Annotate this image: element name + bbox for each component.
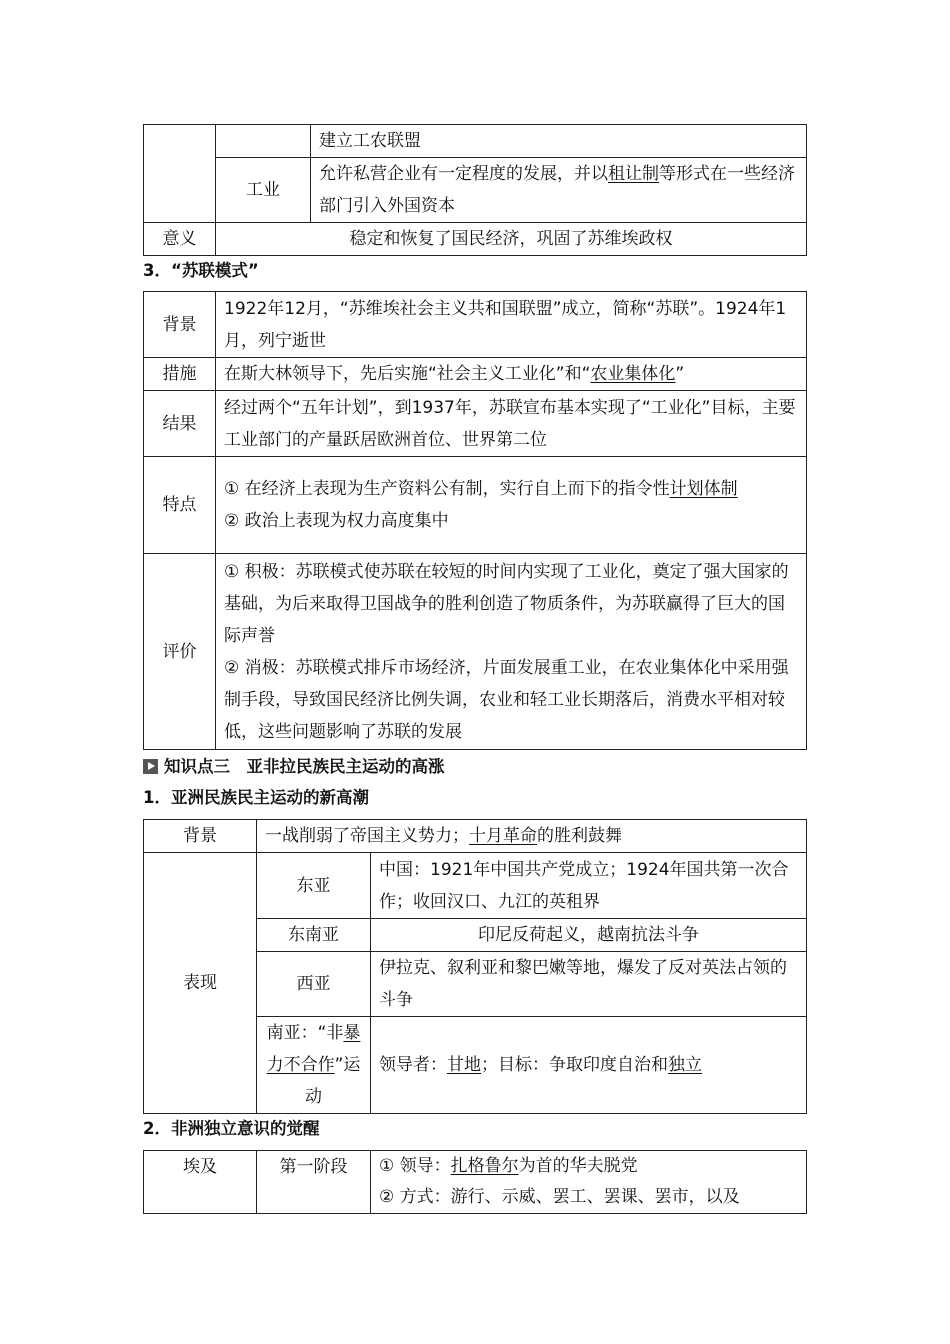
soviet-features-label: 特点 (144, 457, 216, 554)
south-asia-label (257, 1017, 371, 1114)
text-part: ”运动 (305, 1055, 361, 1107)
text-part: 的胜利鼓舞 (537, 826, 622, 846)
underlined-term: 租让制 (608, 164, 659, 184)
text-part: 在斯大林领导下，先后实施“社会主义工业化”和“ (224, 364, 591, 384)
section-heading-africa: 2．非洲独立意识的觉醒 (143, 1119, 320, 1138)
nep-industry-text (311, 158, 807, 223)
nep-meaning-label: 意义 (144, 223, 216, 256)
underlined-term: 暴力不合作 (266, 1023, 361, 1075)
nep-worker-peasant-alliance: 建立工农联盟 (311, 125, 807, 158)
soviet-result-text: 经过两个“五年计划”，到1937年，苏联宣布基本实现了“工业化”目标，主要工业部门的产量跃居欧洲首位、世界第二位 (216, 391, 807, 457)
text-part: 南亚：“非 (266, 1023, 344, 1043)
east-asia-label: 东亚 (257, 853, 371, 919)
document-page (143, 124, 807, 1214)
underlined-term: 扎格鲁尔 (450, 1156, 519, 1176)
nep-industry-label: 工业 (216, 158, 311, 223)
southeast-asia-text: 印尼反荷起义，越南抗法斗争 (371, 919, 807, 952)
soviet-background-label: 背景 (144, 292, 216, 358)
soviet-features-text (216, 457, 807, 554)
section-heading-soviet-model: 3．“苏联模式” (143, 261, 259, 280)
text-part: 为首的华夫脱党 (518, 1156, 638, 1176)
soviet-measures-label: 措施 (144, 358, 216, 391)
section-heading-asia: 1．亚洲民族民主运动的新高潮 (143, 788, 369, 807)
asia-movement-table (143, 819, 807, 1114)
asia-background-text (257, 820, 807, 853)
west-asia-label: 西亚 (257, 952, 371, 1017)
knowledge-point-heading (143, 750, 807, 783)
soviet-background-text: 1922年12月，“苏维埃社会主义共和国联盟”成立，简称“苏联”。1924年1月，列宁逝世 (216, 292, 807, 358)
east-asia-text: 中国：1921年中国共产党成立；1924年国共第一次合作；收回汉口、九江的英租界 (371, 853, 807, 919)
soviet-model-table (143, 291, 807, 750)
underlined-term: 独立 (668, 1055, 702, 1075)
text-part: ” (675, 364, 685, 384)
underlined-term: 甘地 (447, 1055, 481, 1075)
nep-meaning-text: 稳定和恢复了国民经济，巩固了苏维埃政权 (216, 223, 807, 256)
underlined-term: 农业集体化 (590, 364, 676, 384)
underlined-term: 计划体制 (669, 479, 738, 499)
nep-empty-category-cell (144, 125, 216, 223)
africa-table (143, 1150, 807, 1214)
soviet-evaluation-negative: ② 消极：苏联模式排斥市场经济，片面发展重工业，在农业集体化中采用强制手段，导致国民经济比例失调，农业和轻工业长期落后，消费水平相对较低，这些问题影响了苏联的发展 (224, 657, 789, 742)
soviet-evaluation-positive: ① 积极：苏联模式使苏联在较短的时间内实现了工业化，奠定了强大国家的基础，为后来取得卫国战争的胜利创造了物质条件，为苏联赢得了巨大的国际声誉 (224, 561, 789, 646)
nep-table (143, 124, 807, 256)
egypt-label: 埃及 (144, 1151, 257, 1214)
south-asia-text (371, 1017, 807, 1114)
southeast-asia-label: 东南亚 (257, 919, 371, 952)
egypt-method-line: ② 方式：游行、示威、罢工、罢课、罢市，以及 (379, 1187, 740, 1207)
soviet-measures-text (216, 358, 807, 391)
nep-empty-subcategory-cell (216, 125, 311, 158)
text-part: 等形式在一些经济部门引入外国资本 (319, 164, 795, 216)
asia-performance-label: 表现 (144, 853, 257, 1114)
text-part: 领导者： (379, 1055, 447, 1075)
west-asia-text: 伊拉克、叙利亚和黎巴嫩等地，爆发了反对英法占领的斗争 (371, 952, 807, 1017)
text-part: 允许私营企业有一定程度的发展，并以 (319, 164, 608, 184)
play-triangle-icon (143, 759, 158, 774)
first-stage-label: 第一阶段 (257, 1151, 371, 1214)
soviet-evaluation-label: 评价 (144, 554, 216, 750)
underlined-term: 十月革命 (469, 826, 537, 846)
asia-background-label: 背景 (144, 820, 257, 853)
egypt-leader-line (379, 1151, 798, 1182)
soviet-evaluation-text (216, 554, 807, 750)
knowledge-point-title: 知识点三 亚非拉民族民主运动的高涨 (164, 757, 445, 776)
text-part: ① 在经济上表现为生产资料公有制，实行自上而下的指令性 (224, 479, 670, 499)
text-part: ① 领导： (379, 1156, 451, 1176)
soviet-result-label: 结果 (144, 391, 216, 457)
text-part: ；目标：争取印度自治和 (481, 1055, 668, 1075)
text-part: 一战削弱了帝国主义势力； (265, 826, 469, 846)
soviet-features-political: ② 政治上表现为权力高度集中 (224, 511, 449, 531)
egypt-first-stage-text (371, 1151, 807, 1214)
